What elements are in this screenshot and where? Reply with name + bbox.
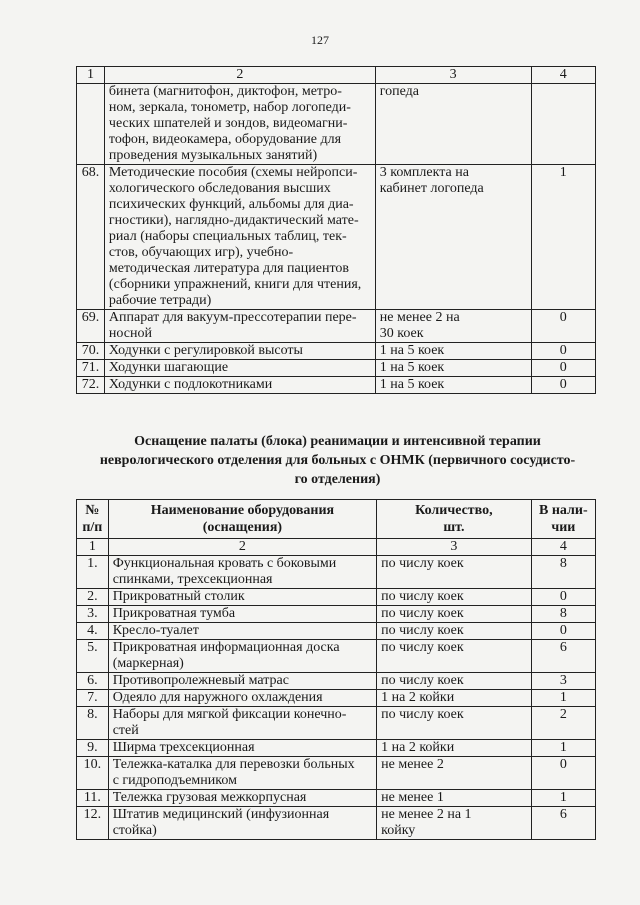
row-number: 12.: [77, 807, 109, 840]
table-row: [77, 623, 596, 640]
equipment-quantity: 1 на 5 коек: [375, 360, 531, 377]
row-number: 71.: [77, 360, 105, 377]
equipment-name: Штатив медицинский (инфузионная стойка): [108, 807, 376, 840]
header-cell: 3: [375, 67, 531, 84]
equipment-name: Противопролежневый матрас: [108, 673, 376, 690]
equipment-name: Кресло-туалет: [108, 623, 376, 640]
equipment-name: Наборы для мягкой фиксации конечно- стей: [108, 707, 376, 740]
icu-equipment-table: [76, 499, 596, 840]
equipment-quantity: гопеда: [375, 84, 531, 165]
table-row: [77, 360, 596, 377]
row-number: 2.: [77, 589, 109, 606]
row-number: [77, 84, 105, 165]
row-number: 6.: [77, 673, 109, 690]
equipment-name: Ходунки шагающие: [104, 360, 375, 377]
equipment-name: Ходунки с подлокотниками: [104, 377, 375, 394]
row-number: 3.: [77, 606, 109, 623]
equipment-available: 1: [531, 790, 595, 807]
header-cell: 2: [108, 539, 376, 556]
row-number: 69.: [77, 310, 105, 343]
row-number: 68.: [77, 165, 105, 310]
table-row: [77, 556, 596, 589]
equipment-quantity: 3 комплекта на кабинет логопеда: [375, 165, 531, 310]
equipment-available: 8: [531, 556, 595, 589]
equipment-available: 0: [531, 623, 595, 640]
column-header-quantity: Количество, шт.: [377, 500, 532, 539]
row-number: 8.: [77, 707, 109, 740]
table-row: [77, 707, 596, 740]
table-row: [77, 807, 596, 840]
equipment-quantity: не менее 2 на 30 коек: [375, 310, 531, 343]
table-row: [77, 606, 596, 623]
row-number: 72.: [77, 377, 105, 394]
equipment-available: 2: [531, 707, 595, 740]
equipment-available: 0: [531, 360, 595, 377]
section-title: Оснащение палаты (блока) реанимации и интенсивной терапии неврологического отделения для больных с ОНМК (первичного сосудисто- го отделения): [99, 434, 576, 487]
table-header-numbering: [77, 539, 596, 556]
equipment-table-continued: [76, 66, 596, 394]
equipment-available: 0: [531, 589, 595, 606]
equipment-available: 6: [531, 640, 595, 673]
equipment-quantity: 1 на 2 койки: [377, 690, 532, 707]
equipment-available: 3: [531, 673, 595, 690]
table-row: [77, 757, 596, 790]
table-row: [77, 790, 596, 807]
equipment-available: 0: [531, 377, 595, 394]
equipment-name: Методические пособия (схемы нейропси- хологического обследования высших психических функций, альбомы для диа- гностики), наглядно-дидактический мате- риал (наборы специальных таблиц, тек- стов, обучающих игр), учебно- методическая литература для пациентов (сборники упражнений, книги для чтения, рабочие тетради): [104, 165, 375, 310]
table-row: [77, 690, 596, 707]
table-row: [77, 165, 596, 310]
equipment-name: Тележка грузовая межкорпусная: [108, 790, 376, 807]
equipment-quantity: 1 на 5 коек: [375, 377, 531, 394]
header-cell: 4: [531, 67, 595, 84]
table-row: [77, 640, 596, 673]
equipment-name: Ширма трехсекционная: [108, 740, 376, 757]
header-cell: 3: [377, 539, 532, 556]
row-number: 4.: [77, 623, 109, 640]
equipment-name: Прикроватная информационная доска (маркерная): [108, 640, 376, 673]
column-header-name: Наименование оборудования (оснащения): [108, 500, 376, 539]
equipment-quantity: по числу коек: [377, 707, 532, 740]
equipment-available: 0: [531, 343, 595, 360]
equipment-quantity: не менее 1: [377, 790, 532, 807]
equipment-available: 8: [531, 606, 595, 623]
row-number: 11.: [77, 790, 109, 807]
equipment-available: 1: [531, 740, 595, 757]
header-cell: 4: [531, 539, 595, 556]
equipment-quantity: 1 на 5 коек: [375, 343, 531, 360]
equipment-name: Одеяло для наружного охлаждения: [108, 690, 376, 707]
row-number: 10.: [77, 757, 109, 790]
equipment-name: Тележка-каталка для перевозки больных с гидроподъемником: [108, 757, 376, 790]
header-cell: 1: [77, 67, 105, 84]
equipment-available: 6: [531, 807, 595, 840]
header-cell: 1: [77, 539, 109, 556]
equipment-quantity: по числу коек: [377, 556, 532, 589]
equipment-quantity: по числу коек: [377, 589, 532, 606]
equipment-name: Прикроватная тумба: [108, 606, 376, 623]
column-header-available: В нали- чии: [531, 500, 595, 539]
equipment-quantity: по числу коек: [377, 673, 532, 690]
table-row: [77, 343, 596, 360]
header-cell: 2: [104, 67, 375, 84]
column-header-number: № п/п: [77, 500, 109, 539]
table-row: [77, 673, 596, 690]
equipment-quantity: по числу коек: [377, 606, 532, 623]
row-number: 70.: [77, 343, 105, 360]
equipment-name: Функциональная кровать с боковыми спинками, трехсекционная: [108, 556, 376, 589]
row-number: 5.: [77, 640, 109, 673]
equipment-quantity: по числу коек: [377, 623, 532, 640]
table-header-numbering: [77, 67, 596, 84]
equipment-quantity: по числу коек: [377, 640, 532, 673]
equipment-available: 1: [531, 165, 595, 310]
equipment-available: 1: [531, 690, 595, 707]
table-row: [77, 589, 596, 606]
row-number: 1.: [77, 556, 109, 589]
equipment-name: Прикроватный столик: [108, 589, 376, 606]
table-row: [77, 310, 596, 343]
equipment-quantity: не менее 2: [377, 757, 532, 790]
equipment-quantity: 1 на 2 койки: [377, 740, 532, 757]
equipment-quantity: не менее 2 на 1 койку: [377, 807, 532, 840]
table-header: [77, 500, 596, 539]
table-row: [77, 740, 596, 757]
equipment-name: Ходунки с регулировкой высоты: [104, 343, 375, 360]
table-row: [77, 84, 596, 165]
row-number: 7.: [77, 690, 109, 707]
equipment-available: 0: [531, 310, 595, 343]
table-row: [77, 377, 596, 394]
page-number: 127: [311, 33, 329, 47]
equipment-available: 0: [531, 757, 595, 790]
equipment-name: Аппарат для вакуум-прессотерапии пере- носной: [104, 310, 375, 343]
equipment-available: [531, 84, 595, 165]
row-number: 9.: [77, 740, 109, 757]
equipment-name: бинета (магнитофон, диктофон, метро- ном, зеркала, тонометр, набор логопеди- ческих шпателей и зондов, видеомагни- тофон, видеокамера, оборудование для проведения музыкальных занятий): [104, 84, 375, 165]
